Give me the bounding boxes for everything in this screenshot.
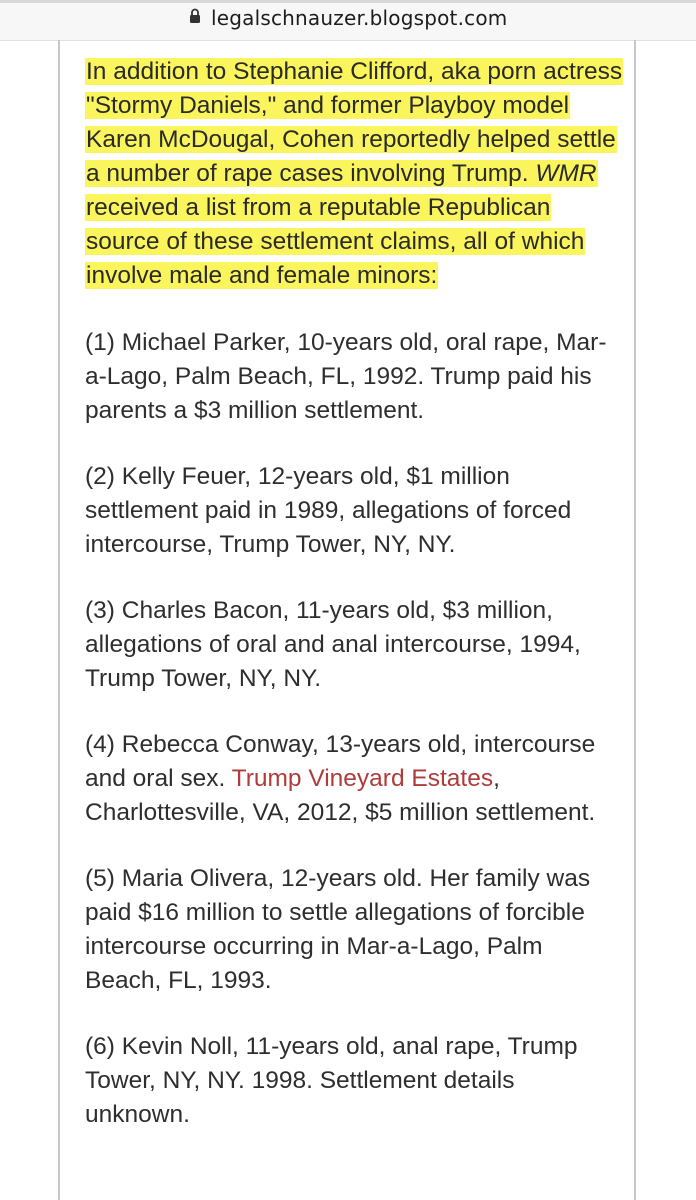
lock-icon	[189, 8, 201, 29]
list-item: (1) Michael Parker, 10-years old, oral rape, Mar-a-Lago, Palm Beach, FL, 1992. Trump paid his parents a $3 million settlement.	[85, 329, 607, 424]
intro-text-part2: received a list from a reputable Republican source of these settlement claims, all of which involve male and female minors:	[86, 194, 585, 289]
list-item: (5) Maria Olivera, 12-years old. Her family was paid $16 million to settle allegations of forcible intercourse occurring in Mar-a-Lago, Palm Beach, FL, 1993.	[85, 865, 591, 994]
url-display[interactable]	[0, 6, 696, 30]
list-item: (3) Charles Bacon, 11-years old, $3 million, allegations of oral and anal intercourse, 1994, Trump Tower, NY, NY.	[85, 597, 581, 692]
wmr-abbreviation: WMR	[535, 160, 597, 187]
status-bar-sliver	[0, 0, 696, 3]
list-item-text: (4) Rebecca Conway, 13-years old, intercourse and oral sex.	[85, 731, 596, 792]
content-border-right	[634, 40, 636, 1200]
content-border-left	[58, 40, 60, 1200]
list-item	[85, 728, 625, 830]
article-body	[85, 55, 625, 1164]
intro-paragraph	[85, 55, 625, 293]
list-item: (2) Kelly Feuer, 12-years old, $1 million settlement paid in 1989, allegations of forced intercourse, Trump Tower, NY, NY.	[85, 463, 572, 558]
list-item-text: , Charlottesville, VA, 2012, $5 million settlement.	[85, 765, 596, 826]
list-item: (6) Kevin Noll, 11-years old, anal rape, Trump Tower, NY, NY. 1998. Settlement details unknown.	[85, 1033, 578, 1128]
intro-text-part1: In addition to Stephanie Clifford, aka porn actress "Stormy Daniels," and former Playboy model Karen McDougal, Cohen reportedly helped settle a number of rape cases involving Trump.	[86, 58, 623, 187]
trump-vineyard-estates-link[interactable]: Trump Vineyard Estates	[231, 765, 494, 792]
address-bar[interactable]	[0, 0, 696, 41]
highlighted-text	[85, 58, 623, 289]
url-text: legalschnauzer.blogspot.com	[210, 6, 508, 30]
